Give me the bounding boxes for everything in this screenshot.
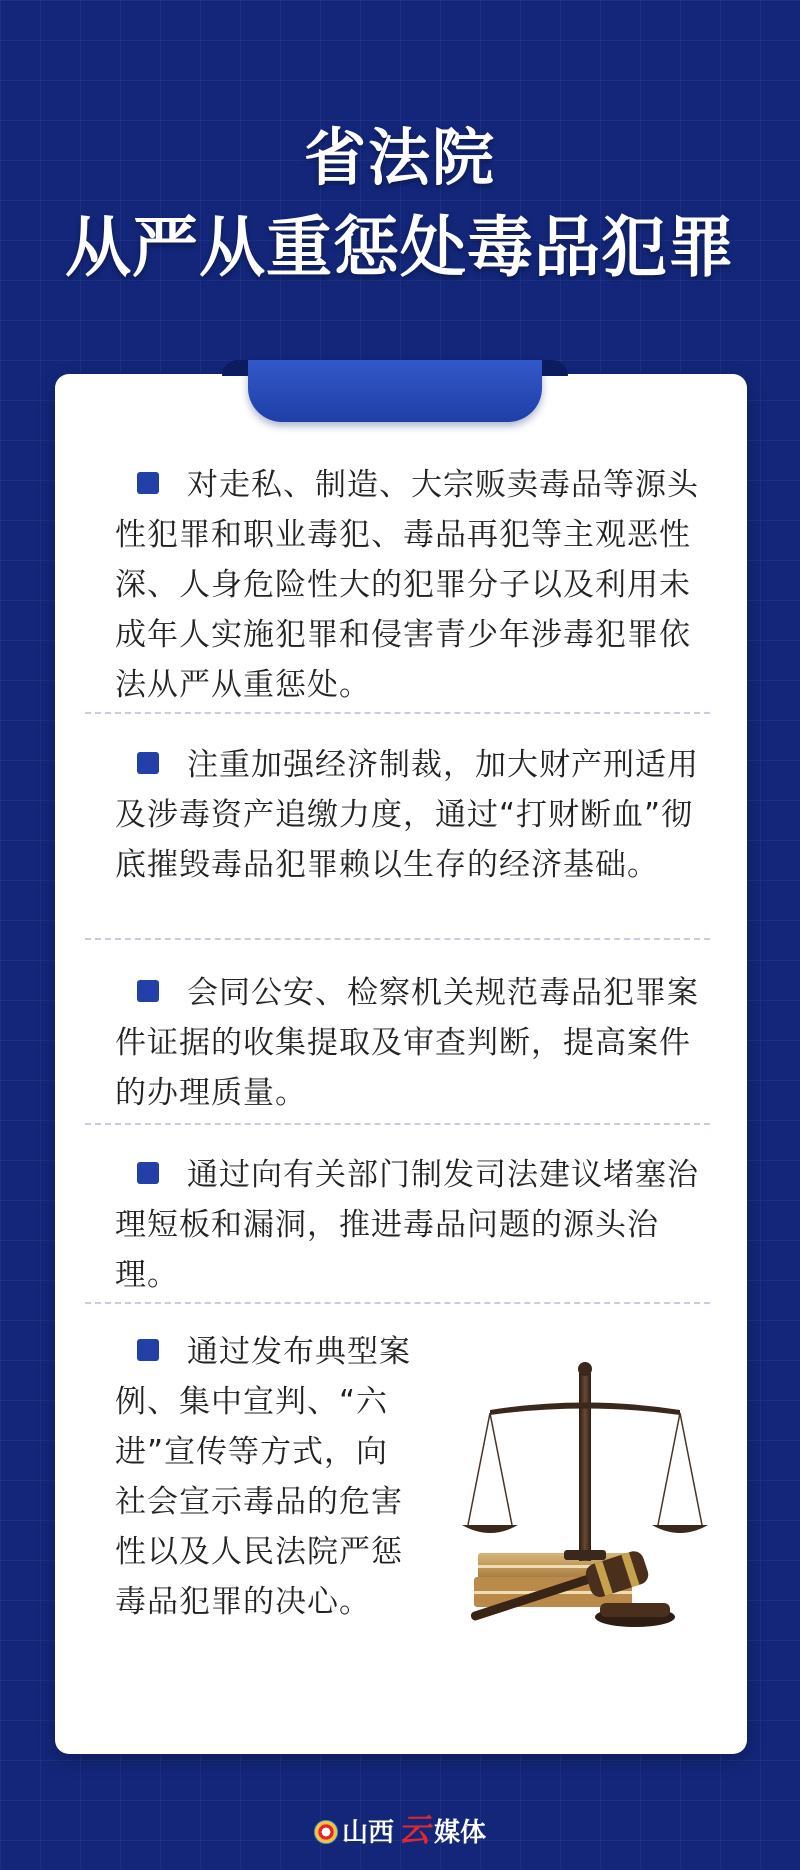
list-item-text: 注重加强经济制裁，加大财产刑适用及涉毒资产追缴力度，通过“打财断血”彻底摧毁毒品犯罪赖以生存的经济基础。 [115,747,699,883]
footer-logo [0,1805,800,1851]
page-title-line1: 省法院 [303,121,496,194]
list-item-text: 对走私、制造、大宗贩卖毒品等源头性犯罪和职业毒犯、毒品再犯等主观恶性深、人身危险性大的犯罪分子以及利用未成年人实施犯罪和侵害青少年涉毒犯罪依法从严从重惩处。 [115,467,699,703]
bullet-square-icon [137,752,159,774]
list-item [115,968,700,1118]
list-item-text: 会同公安、检察机关规范毒品犯罪案件证据的收集提取及审查判断，提高案件的办理质量。 [115,975,699,1111]
card-tab [248,360,542,422]
footer-text-part1: 山西 [341,1818,394,1848]
list-item [115,1327,420,1627]
list-item-text: 通过发布典型案例、集中宣判、“六进”宣传等方式，向社会宣示毒品的危害性以及人民法院严惩毒品犯罪的决心。 [115,1334,411,1620]
page-title-line2: 从严从重惩处毒品犯罪 [65,209,735,286]
card-tab-fold-right [538,360,568,376]
bullet-square-icon [137,980,159,1002]
list-item [115,740,700,890]
footer-text-part3: 媒体 [434,1818,487,1848]
bullet-square-icon [137,1162,159,1184]
divider [85,1302,710,1304]
scales-of-justice-icon [460,1355,710,1635]
footer-text-part2: 云 [397,1811,430,1849]
list-item-text: 通过向有关部门制发司法建议堵塞治理短板和漏洞，推进毒品问题的源头治理。 [115,1157,699,1293]
shanxi-cloud-media-logo [314,1820,338,1844]
list-item [115,1150,700,1300]
bullet-square-icon [137,472,159,494]
divider [85,1123,710,1125]
bullet-square-icon [137,1339,159,1361]
list-item [115,460,700,710]
divider [85,938,710,940]
divider [85,712,710,714]
